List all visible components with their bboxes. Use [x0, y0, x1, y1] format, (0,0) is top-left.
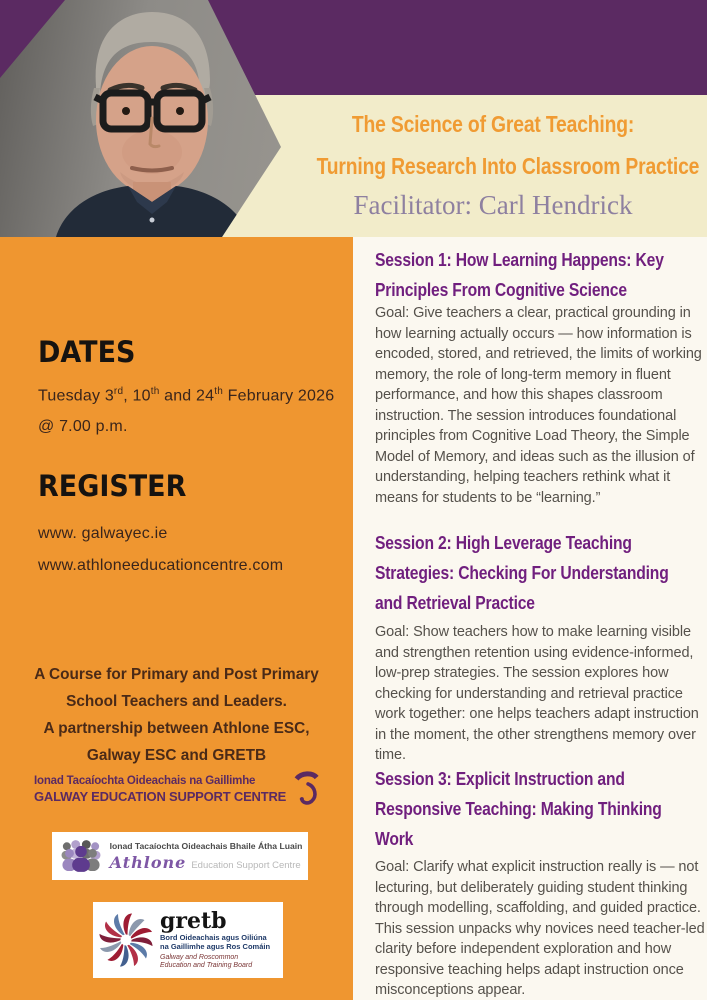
sessions-column: [353, 237, 707, 1000]
athlone-logo-english-text: Education Support Centre: [191, 859, 301, 871]
galway-esc-logo: [34, 765, 319, 813]
session-2-title-line: and Retrieval Practice: [375, 593, 535, 613]
course-description: [6, 661, 347, 769]
course-line: A partnership between Athlone ESC,: [43, 720, 310, 737]
session-2-title-line: Strategies: Checking For Understanding: [375, 563, 669, 583]
header: [283, 103, 703, 221]
left-column: [0, 237, 353, 1000]
register-url-athlone[interactable]: www.athloneeducationcentre.com: [38, 557, 284, 574]
gretb-irish-line2: na Gaillimhe agus Ros Comáin: [160, 942, 271, 951]
poster-title-line2: Turning Research Into Classroom Practice: [316, 153, 700, 179]
dates-value-line2: @ 7.00 p.m.: [38, 418, 128, 435]
athlone-esc-logo: [52, 832, 308, 880]
poster-title-line1: The Science of Great Teaching:: [351, 111, 635, 137]
dates-value-line1: Tuesday 3rd, 10th and 24th February 2026: [38, 386, 335, 405]
session-2-title: [375, 528, 707, 618]
session-3-title-line: Work: [375, 829, 414, 849]
session-3-description: Goal: Clarify what explicit instruction really is — not lecturing, but deliberately guiding student thinking through modelling, scaffolding, and guided practice. This session unpacks why novices need teacher-led clarity before independent exploration and how responsive teaching helps adapt instruction once misconceptions appear.: [375, 859, 705, 998]
course-line: Galway ESC and GRETB: [86, 747, 267, 764]
session-2-description: Goal: Show teachers how to make learning visible and strengthen retention using evidence-informed, low-prep strategies. The session explores how checking for understanding and retrieval practice work together: one helps teachers adapt instruction in the moment, the other strengthens memory over time.: [375, 624, 699, 763]
register-url-galwayec[interactable]: www. galwayec.ie: [38, 525, 168, 542]
galway-logo-english-text: GALWAY EDUCATION SUPPORT CENTRE: [34, 788, 287, 804]
gretb-pinwheel-icon: [99, 913, 153, 967]
session-2-title-line: Session 2: High Leverage Teaching: [375, 533, 632, 553]
course-line: School Teachers and Leaders.: [66, 693, 287, 710]
gretb-english-line1: Galway and Roscommon: [160, 953, 239, 961]
session-1-title-line: Session 1: How Learning Happens: Key: [375, 250, 664, 270]
dates-heading: DATES: [38, 335, 136, 369]
session-1-title-line: Principles From Cognitive Science: [375, 280, 627, 300]
athlone-logo-irish-text: Ionad Tacaíochta Oideachais Bhaile Átha Luain: [109, 840, 303, 851]
course-line: A Course for Primary and Post Primary: [34, 666, 319, 683]
register-heading: REGISTER: [38, 469, 187, 503]
people-group-icon: [58, 838, 104, 874]
gretb-irish-line1: Bord Oideachais agus Oiliúna: [160, 933, 267, 943]
session-3-title: [375, 764, 705, 854]
galway-swirl-icon: [293, 765, 319, 813]
gretb-logo-name: gretb: [160, 908, 227, 935]
gretb-logo: [93, 902, 283, 978]
facilitator-name: Facilitator: Carl Hendrick: [353, 190, 633, 220]
session-3-title-line: Responsive Teaching: Making Thinking: [375, 799, 662, 819]
athlone-logo-script-name: Athlone: [109, 852, 187, 872]
galway-logo-irish-text: Ionad Tacaíochta Oideachais na Gaillimhe: [34, 774, 256, 787]
session-3-title-line: Session 3: Explicit Instruction and: [375, 769, 625, 789]
session-1-description: Goal: Give teachers a clear, practical grounding in how learning actually occurs — how information is encoded, stored, and retrieved, the limits of working memory, the role of long-term memory in fluent performance, and how this shapes classroom instruction. The session introduces foundational principles from Cognitive Load Theory, the Simple Model of Memory, and ideas such as the illusion of understanding, helping teachers rethink what it means for students to be “learning.”: [375, 305, 702, 506]
session-1-title: [375, 245, 707, 305]
gretb-english-line2: Education and Training Board: [160, 961, 253, 969]
